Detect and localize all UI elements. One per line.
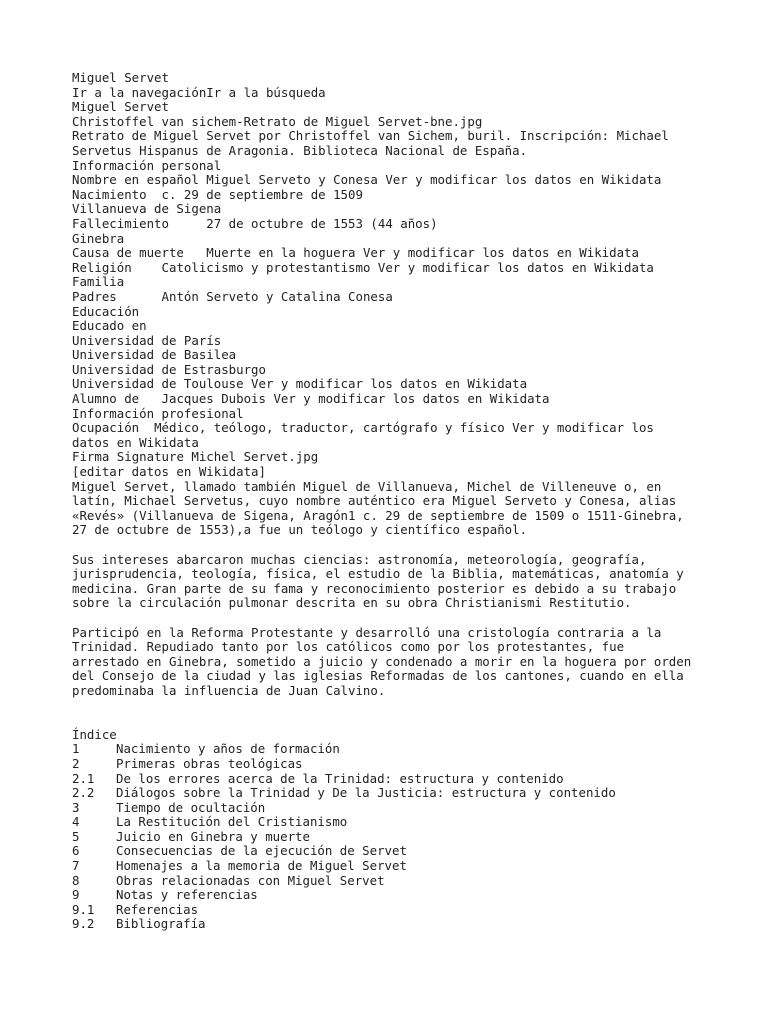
toc-item-label: Obras relacionadas con Miguel Servet bbox=[116, 872, 385, 888]
document-body bbox=[72, 71, 702, 932]
toc-item-label: Bibliografía bbox=[116, 916, 206, 932]
toc-item-label: Notas y referencias bbox=[116, 887, 258, 903]
toc-item[interactable] bbox=[72, 772, 702, 787]
alumno-value-link[interactable]: Jacques Dubois bbox=[161, 391, 266, 407]
toc-item-label: Consecuencias de la ejecución de Servet bbox=[116, 843, 407, 859]
intro-paragraph-2 bbox=[72, 553, 702, 611]
paragraph-spacer bbox=[72, 538, 702, 553]
paragraph-line: Sus intereses abarcaron muchas ciencias: astronomía, meteorología, geografía, bbox=[72, 551, 647, 567]
toc-item-number: 5 bbox=[72, 828, 80, 844]
row-nacimiento bbox=[72, 188, 702, 203]
paragraph-line: sobre la circulación pulmonar descrita en su obra Christianismi Restitutio. bbox=[72, 595, 632, 611]
intro-paragraph-3 bbox=[72, 626, 702, 699]
row-religion bbox=[72, 261, 702, 276]
portrait-image-link[interactable]: Christoffel van sichem-Retrato de Miguel Servet-bne.jpg bbox=[72, 113, 483, 129]
causa-wikidata-link[interactable]: Ver y modificar los datos en Wikidata bbox=[362, 245, 639, 261]
toc-item-number: 2.2 bbox=[72, 785, 95, 801]
toc-item[interactable] bbox=[72, 888, 702, 903]
nacimiento-label: Nacimiento bbox=[72, 186, 155, 202]
padres-value: Antón Serveto y Catalina Conesa bbox=[161, 288, 393, 304]
toc-item-label: La Restitución del Cristianismo bbox=[116, 814, 348, 830]
family-header: Familia bbox=[72, 274, 125, 290]
row-firma bbox=[72, 450, 702, 465]
row-university-toulouse bbox=[72, 377, 702, 392]
paragraph-line: jurisprudencia, teología, física, el estudio de la Biblia, matemáticas, anatomía y bbox=[72, 566, 684, 582]
ocupacion-wikidata-link[interactable]: Ver y modificar los bbox=[512, 420, 654, 436]
infobox-title: Miguel Servet bbox=[72, 99, 169, 115]
skip-links bbox=[72, 86, 702, 101]
paragraph-line: predominaba la influencia de Juan Calvino. bbox=[72, 682, 386, 698]
paragraph-line: latín, Michael Servetus, cuyo nombre auténtico era Miguel Serveto y Conesa, alias bbox=[72, 493, 677, 509]
education-wikidata-link[interactable]: Ver y modificar los datos en Wikidata bbox=[251, 376, 528, 392]
toc-item-number: 3 bbox=[72, 799, 80, 815]
education-header: Educación bbox=[72, 303, 140, 319]
fallecimiento-lugar-link[interactable]: Ginebra bbox=[72, 230, 125, 246]
toc-item-label: Tiempo de ocultación bbox=[116, 799, 266, 815]
toc-item[interactable] bbox=[72, 859, 702, 874]
row-ocupacion bbox=[72, 421, 702, 436]
page-title: Miguel Servet bbox=[72, 70, 169, 85]
toc-item-number: 9.1 bbox=[72, 901, 95, 917]
toc-item[interactable] bbox=[72, 742, 702, 757]
alumno-label: Alumno de bbox=[72, 391, 140, 407]
skip-to-navigation-link[interactable]: Ir a la navegación bbox=[72, 84, 207, 100]
toc-item-number: 2.1 bbox=[72, 770, 95, 786]
causa-value-link[interactable]: Muerte en la hoguera bbox=[206, 245, 356, 261]
signature-image-link[interactable]: Signature Michel Servet.jpg bbox=[116, 449, 319, 465]
paragraph-line: Trinidad. Repudiado tanto por los católicos como por los protestantes, fue bbox=[72, 639, 625, 655]
toc-item-number: 7 bbox=[72, 858, 80, 874]
university-basilea-link[interactable]: Universidad de Basilea bbox=[72, 347, 237, 363]
toc-item[interactable] bbox=[72, 903, 702, 918]
paragraph-spacer bbox=[72, 611, 702, 626]
paragraph-line: Participó en la Reforma Protestante y desarrolló una cristología contraria a la bbox=[72, 624, 662, 640]
toc-item-label: De los errores acerca de la Trinidad: estructura y contenido bbox=[116, 770, 564, 786]
row-causa-muerte bbox=[72, 246, 702, 261]
nacimiento-lugar-link[interactable]: Villanueva de Sigena bbox=[72, 201, 222, 217]
paragraph-line: medicina. Gran parte de su fama y reconocimiento posterior es debido a su trabajo bbox=[72, 580, 677, 596]
firma-label: Firma bbox=[72, 449, 110, 465]
skip-to-search-link[interactable]: Ir a la búsqueda bbox=[206, 84, 326, 100]
toc-list bbox=[72, 742, 702, 932]
toc-item-number: 4 bbox=[72, 814, 80, 830]
toc-item-label: Juicio en Ginebra y muerte bbox=[116, 828, 310, 844]
intro-paragraph-1 bbox=[72, 480, 702, 538]
nacimiento-value: c. 29 de septiembre de 1509 bbox=[154, 186, 363, 202]
ocupacion-value: Médico, teólogo, traductor, cartógrafo y físico bbox=[154, 420, 505, 436]
toc-item-label: Referencias bbox=[116, 901, 199, 917]
padres-label: Padres bbox=[72, 288, 117, 304]
nombre-label: Nombre en español bbox=[72, 172, 199, 188]
religion-label: Religión bbox=[72, 259, 132, 275]
fallecimiento-value: 27 de octubre de 1553 (44 años) bbox=[206, 215, 438, 231]
toc-item[interactable] bbox=[72, 786, 702, 801]
row-padres bbox=[72, 290, 702, 305]
toc-item-number: 8 bbox=[72, 872, 80, 888]
university-paris-link[interactable]: Universidad de París bbox=[72, 332, 222, 348]
personal-info-header: Información personal bbox=[72, 157, 222, 173]
table-of-contents bbox=[72, 728, 702, 932]
row-fallecimiento bbox=[72, 217, 702, 232]
image-caption-line-1: Retrato de Miguel Servet por Christoffel van Sichem, buril. Inscripción: Michael bbox=[72, 128, 669, 144]
fallecimiento-label: Fallecimiento bbox=[72, 215, 169, 231]
edit-wikidata-link[interactable]: [editar datos en Wikidata] bbox=[72, 464, 266, 480]
toc-item-label: Diálogos sobre la Trinidad y De la Justicia: estructura y contenido bbox=[116, 785, 616, 801]
toc-item[interactable] bbox=[72, 801, 702, 816]
toc-item-number: 1 bbox=[72, 741, 80, 757]
paragraph-line: «Revés» (Villanueva de Sigena, Aragón1 c. 29 de septiembre de 1509 o 1511-Ginebra, bbox=[72, 507, 684, 523]
toc-item-label: Nacimiento y años de formación bbox=[116, 741, 340, 757]
ocupacion-wikidata-link-continued[interactable]: datos en Wikidata bbox=[72, 434, 199, 450]
image-caption-line-2: Servetus Hispanus de Aragonia. Biblioteca Nacional de España. bbox=[72, 142, 528, 158]
alumno-wikidata-link[interactable]: Ver y modificar los datos en Wikidata bbox=[273, 391, 550, 407]
toc-item-label: Homenajes a la memoria de Miguel Servet bbox=[116, 858, 407, 874]
row-alumno bbox=[72, 392, 702, 407]
professional-info-header: Información profesional bbox=[72, 405, 244, 421]
toc-item-number: 6 bbox=[72, 843, 80, 859]
toc-item-number: 9 bbox=[72, 887, 80, 903]
paragraph-line: del Consejo de la ciudad y las iglesias Reformadas de los cantones, cuando en ella bbox=[72, 668, 684, 684]
university-estrasburgo-link[interactable]: Universidad de Estrasburgo bbox=[72, 361, 266, 377]
ocupacion-label: Ocupación bbox=[72, 420, 140, 436]
religion-wikidata-link[interactable]: Ver y modificar los datos en Wikidata bbox=[377, 259, 654, 275]
university-toulouse-link[interactable]: Universidad de Toulouse bbox=[72, 376, 244, 392]
row-nombre bbox=[72, 173, 702, 188]
toc-item[interactable] bbox=[72, 844, 702, 859]
nombre-wikidata-link[interactable]: Ver y modificar los datos en Wikidata bbox=[385, 172, 662, 188]
toc-item[interactable] bbox=[72, 830, 702, 845]
toc-item[interactable] bbox=[72, 874, 702, 889]
toc-item[interactable] bbox=[72, 917, 702, 932]
nombre-value: Miguel Serveto y Conesa bbox=[206, 172, 378, 188]
toc-item-label: Primeras obras teológicas bbox=[116, 755, 303, 771]
paragraph-line: 27 de octubre de 1553),a fue un teólogo y científico español. bbox=[72, 522, 528, 538]
causa-label: Causa de muerte bbox=[72, 245, 184, 261]
toc-item[interactable] bbox=[72, 757, 702, 772]
educado-en-label: Educado en bbox=[72, 318, 147, 334]
paragraph-line: arrestado en Ginebra, sometido a juicio y condenado a morir en la hoguera por orden bbox=[72, 653, 692, 669]
toc-item[interactable] bbox=[72, 815, 702, 830]
paragraph-line: Miguel Servet, llamado también Miguel de Villanueva, Michel de Villeneuve o, en bbox=[72, 478, 662, 494]
toc-title: Índice bbox=[72, 726, 117, 742]
toc-item-number: 9.2 bbox=[72, 916, 95, 932]
religion-value-link[interactable]: Catolicismo y protestantismo bbox=[161, 259, 371, 275]
toc-item-number: 2 bbox=[72, 755, 80, 771]
paragraph-spacer bbox=[72, 699, 702, 728]
